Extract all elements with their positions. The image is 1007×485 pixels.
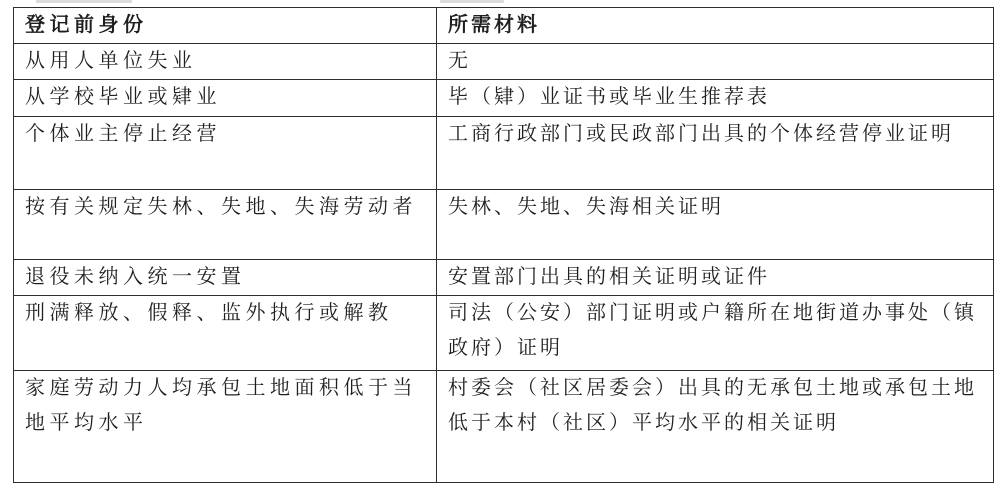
scan-artifact <box>440 0 504 3</box>
materials-cell: 安置部门出具的相关证明或证件 <box>437 260 994 296</box>
table-row <box>14 44 994 80</box>
identity-cell: 按有关规定失林、失地、失海劳动者 <box>14 190 437 260</box>
materials-table <box>13 7 994 483</box>
materials-cell: 村委会（社区居委会）出具的无承包土地或承包土地低于本村（社区）平均水平的相关证明 <box>437 371 994 483</box>
materials-cell: 失林、失地、失海相关证明 <box>437 190 994 260</box>
table-header-row <box>14 8 994 44</box>
scan-artifact <box>36 0 132 3</box>
materials-cell: 毕（肄）业证书或毕业生推荐表 <box>437 80 994 117</box>
materials-cell: 工商行政部门或民政部门出具的个体经营停业证明 <box>437 117 994 190</box>
table-row <box>14 190 994 260</box>
materials-cell: 无 <box>437 44 994 80</box>
table-row <box>14 117 994 190</box>
column-header-materials: 所需材料 <box>437 8 994 44</box>
identity-cell: 从用人单位失业 <box>14 44 437 80</box>
column-header-identity: 登记前身份 <box>14 8 437 44</box>
identity-cell: 从学校毕业或肄业 <box>14 80 437 117</box>
identity-cell: 退役未纳入统一安置 <box>14 260 437 296</box>
identity-cell: 个体业主停止经营 <box>14 117 437 190</box>
table-row <box>14 80 994 117</box>
table-row <box>14 296 994 371</box>
materials-cell: 司法（公安）部门证明或户籍所在地街道办事处（镇政府）证明 <box>437 296 994 371</box>
identity-cell: 刑满释放、假释、监外执行或解教 <box>14 296 437 371</box>
table-row <box>14 260 994 296</box>
identity-cell: 家庭劳动力人均承包土地面积低于当地平均水平 <box>14 371 437 483</box>
table-body <box>14 44 994 483</box>
table-row <box>14 371 994 483</box>
